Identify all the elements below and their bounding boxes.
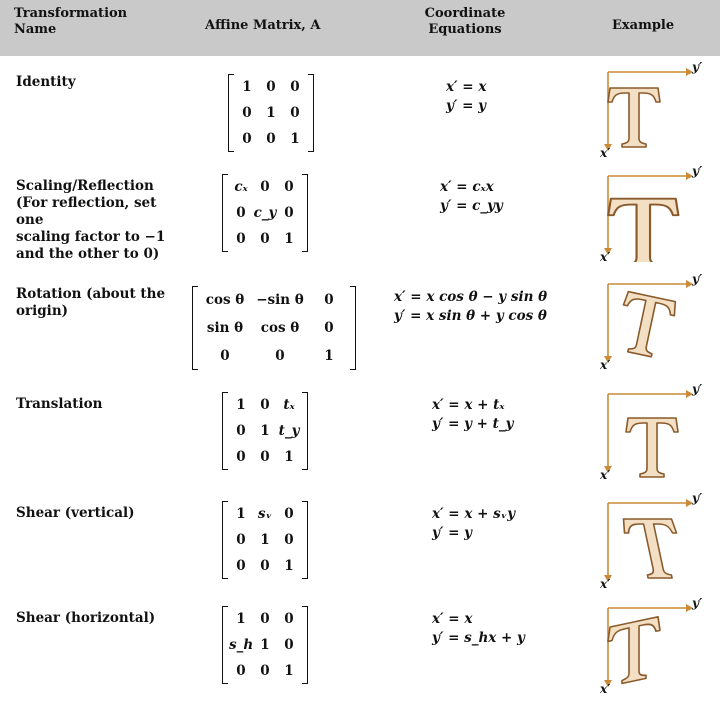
matrix-cell: 1 xyxy=(236,506,246,522)
matrix-cell: 0 xyxy=(242,131,252,147)
matrix-cell: 0 xyxy=(260,663,270,679)
affine-matrix xyxy=(228,74,314,152)
matrix-cell: −sin θ xyxy=(256,292,304,308)
letter-t-glyph xyxy=(608,88,660,147)
matrix-cell: sin θ xyxy=(206,320,244,336)
equation-y: y′ = y xyxy=(446,98,486,114)
matrix-cell: 1 xyxy=(260,532,270,548)
matrix-cell: 1 xyxy=(242,79,252,95)
row-name: Translation xyxy=(16,396,103,412)
equation-x: x′ = x xyxy=(446,79,487,95)
y-axis-label: y′ xyxy=(692,274,703,286)
matrix-cell: 0 xyxy=(236,231,246,247)
matrix-cell: cos θ xyxy=(260,320,300,336)
y-axis-label: y′ xyxy=(692,493,703,505)
matrix-cell: 0 xyxy=(260,179,270,195)
letter-t-group xyxy=(614,291,677,360)
equation-y: y′ = y + t_y xyxy=(432,416,514,432)
affine-matrix xyxy=(222,392,308,470)
letter-t-glyph xyxy=(622,519,687,578)
row-name: Rotation (about the origin) xyxy=(16,286,166,319)
matrix-cell: 1 xyxy=(284,231,294,247)
matrix-cell: 0 xyxy=(284,611,294,627)
matrix-cell: 0 xyxy=(242,105,252,121)
letter-t-group xyxy=(622,519,687,578)
matrix-cell: 0 xyxy=(284,205,294,221)
affine-matrix xyxy=(222,606,308,684)
matrix-cell: 1 xyxy=(236,397,246,413)
affine-matrix xyxy=(222,174,308,252)
x-axis-label: x′ xyxy=(600,577,611,589)
y-axis-label: y′ xyxy=(692,62,703,74)
example-figure xyxy=(596,493,706,589)
matrix-cell: 0 xyxy=(236,532,246,548)
header-example: Example xyxy=(612,18,675,33)
matrix-cell: 0 xyxy=(284,532,294,548)
equation-x: x′ = x xyxy=(432,611,473,627)
equation-x: x′ = x + sᵥy xyxy=(432,506,516,522)
letter-t-group xyxy=(608,616,660,686)
example-svg xyxy=(596,384,706,480)
matrix-cell: 0 xyxy=(236,205,246,221)
matrix-cell: 0 xyxy=(236,449,246,465)
letter-t-glyph xyxy=(608,616,660,686)
header-matrix: Affine Matrix, A xyxy=(205,18,321,33)
matrix-cell: 0 xyxy=(236,558,246,574)
matrix-cell: 1 xyxy=(284,558,294,574)
affine-matrix xyxy=(222,501,308,579)
matrix-cell: 1 xyxy=(284,449,294,465)
x-axis-label: x′ xyxy=(600,250,611,262)
y-axis-label: y′ xyxy=(692,598,703,610)
matrix-cell: s_h xyxy=(229,637,254,653)
letter-t-glyph xyxy=(608,199,678,262)
x-axis-label: x′ xyxy=(600,358,611,370)
example-svg xyxy=(596,274,706,370)
matrix-cell: 0 xyxy=(236,423,246,439)
matrix-cell: cₓ xyxy=(234,179,248,195)
matrix-cell: tₓ xyxy=(283,397,295,413)
matrix-cell: 0 xyxy=(260,231,270,247)
equation-x: x′ = cₓx xyxy=(440,179,494,195)
matrix-cell: 1 xyxy=(260,423,270,439)
x-axis-label: x′ xyxy=(600,468,611,480)
y-axis-label: y′ xyxy=(692,166,703,178)
row-name: Identity xyxy=(16,74,76,90)
matrix-cell: 1 xyxy=(284,663,294,679)
row-name: Shear (vertical) xyxy=(16,505,135,521)
example-svg xyxy=(596,62,706,158)
x-axis-label: x′ xyxy=(600,682,611,694)
matrix-cell: t_y xyxy=(278,423,300,439)
example-figure xyxy=(596,166,706,262)
letter-t-glyph xyxy=(626,418,678,477)
example-svg xyxy=(596,493,706,589)
x-axis-label: x′ xyxy=(600,146,611,158)
letter-t-glyph xyxy=(614,291,677,360)
matrix-cell: 0 xyxy=(236,663,246,679)
matrix-cell: 0 xyxy=(266,131,276,147)
equation-y: y′ = x sin θ + y cos θ xyxy=(394,308,547,324)
equation-x: x′ = x + tₓ xyxy=(432,397,505,413)
header-name: Transformation Name xyxy=(14,6,128,37)
matrix-cell: 1 xyxy=(266,105,276,121)
matrix-cell: 0 xyxy=(290,105,300,121)
matrix-cell: c_y xyxy=(253,205,277,221)
matrix-cell: 0 xyxy=(220,348,230,364)
example-svg xyxy=(596,166,706,262)
matrix-cell: 0 xyxy=(290,79,300,95)
matrix-cell: 0 xyxy=(324,320,334,336)
row-name: Shear (horizontal) xyxy=(16,610,156,626)
matrix-cell: cos θ xyxy=(205,292,245,308)
matrix-cell: 1 xyxy=(236,611,246,627)
example-figure xyxy=(596,598,706,694)
letter-t-group xyxy=(608,199,678,262)
matrix-cell: 0 xyxy=(260,397,270,413)
matrix-cell: 0 xyxy=(284,179,294,195)
equation-y: y′ = y xyxy=(432,525,472,541)
equation-x: x′ = x cos θ − y sin θ xyxy=(394,289,548,305)
equation-y: y′ = c_yy xyxy=(440,198,503,214)
matrix-cell: 0 xyxy=(260,611,270,627)
matrix-cell: 0 xyxy=(266,79,276,95)
example-svg xyxy=(596,598,706,694)
matrix-cell: 1 xyxy=(290,131,300,147)
matrix-cell: 0 xyxy=(260,449,270,465)
example-figure xyxy=(596,384,706,480)
matrix-cell: 0 xyxy=(284,637,294,653)
row-name: Scaling/Reflection (For reflection, set one scaling factor to −1 and the other to 0) xyxy=(16,178,166,262)
matrix-cell: 0 xyxy=(284,506,294,522)
equation-y: y′ = s_hx + y xyxy=(432,630,525,646)
matrix-cell: sᵥ xyxy=(257,506,273,522)
affine-matrix xyxy=(192,286,356,370)
matrix-cell: 0 xyxy=(324,292,334,308)
matrix-cell: 0 xyxy=(260,558,270,574)
example-figure xyxy=(596,62,706,158)
header-equations: Coordinate Equations xyxy=(424,6,506,37)
example-figure xyxy=(596,274,706,370)
table-header xyxy=(0,0,720,56)
letter-t-group xyxy=(608,88,660,147)
matrix-cell: 1 xyxy=(260,637,270,653)
y-axis-label: y′ xyxy=(692,384,703,396)
letter-t-group xyxy=(626,418,678,477)
matrix-cell: 0 xyxy=(275,348,285,364)
matrix-cell: 1 xyxy=(324,348,334,364)
